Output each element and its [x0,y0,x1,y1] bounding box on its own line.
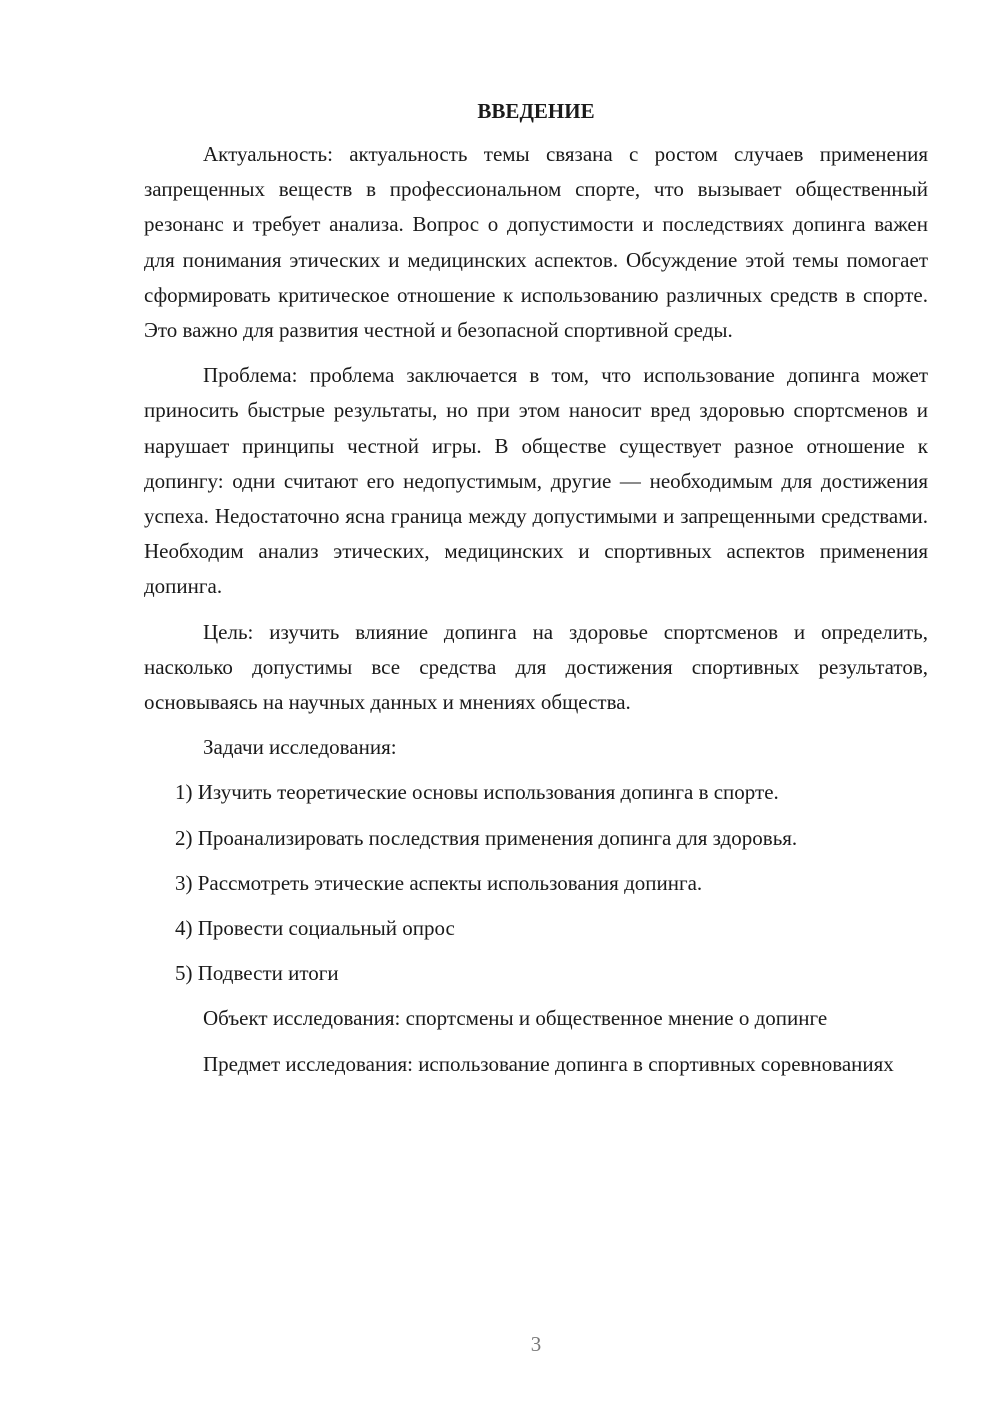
task-item: 4) Провести социальный опрос [175,916,455,941]
task-item: 1) Изучить теоретические основы использования допинга в спорте. [175,780,779,805]
goal-paragraph: Цель: изучить влияние допинга на здоровье спортсменов и определить, насколько допустимы все средства для достижения спортивных результатов, основываясь на научных данных и мнениях общества. [144,619,928,715]
tasks-list [144,775,928,991]
relevance-paragraph: Актуальность: актуальность темы связана с ростом случаев применения запрещенных веществ в профессиональном спорте, что вызывает общественный резонанс и требует анализа. Вопрос о допустимости и последствиях допинга важен для понимания этических и медицинских аспектов. Обсуждение этой темы помогает сформировать критическое отношение к использованию различных средств в спорте. Это важно для развития честной и безопасной спортивной среды. [144,142,928,343]
problem-paragraph: Проблема: проблема заключается в том, что использование допинга может приносить быстрые результаты, но при этом наносит вред здоровью спортсменов и нарушает принципы честной игры. В обществе существует разное отношение к допингу: одни считают его недопустимым, другие — необходимым для достижения успеха. Недостаточно ясна граница между допустимыми и запрещенными средствами. Необходим анализ этических, медицинских и спортивных аспектов применения допинга. [144,363,928,599]
task-item: 2) Проанализировать последствия применения допинга для здоровья. [175,825,798,850]
subject-paragraph: Предмет исследования: использование допинга в спортивных соревнованиях [203,1051,894,1076]
page-content [144,96,928,1092]
section-heading: ВВЕДЕНИЕ [477,99,595,123]
object-paragraph: Объект исследования: спортсмены и общественное мнение о допинге [203,1006,828,1031]
page-number: 3 [530,1332,542,1356]
task-item: 3) Рассмотреть этические аспекты использования допинга. [175,870,703,895]
task-item: 5) Подвести итоги [175,961,339,986]
tasks-title: Задачи исследования: [203,735,397,760]
